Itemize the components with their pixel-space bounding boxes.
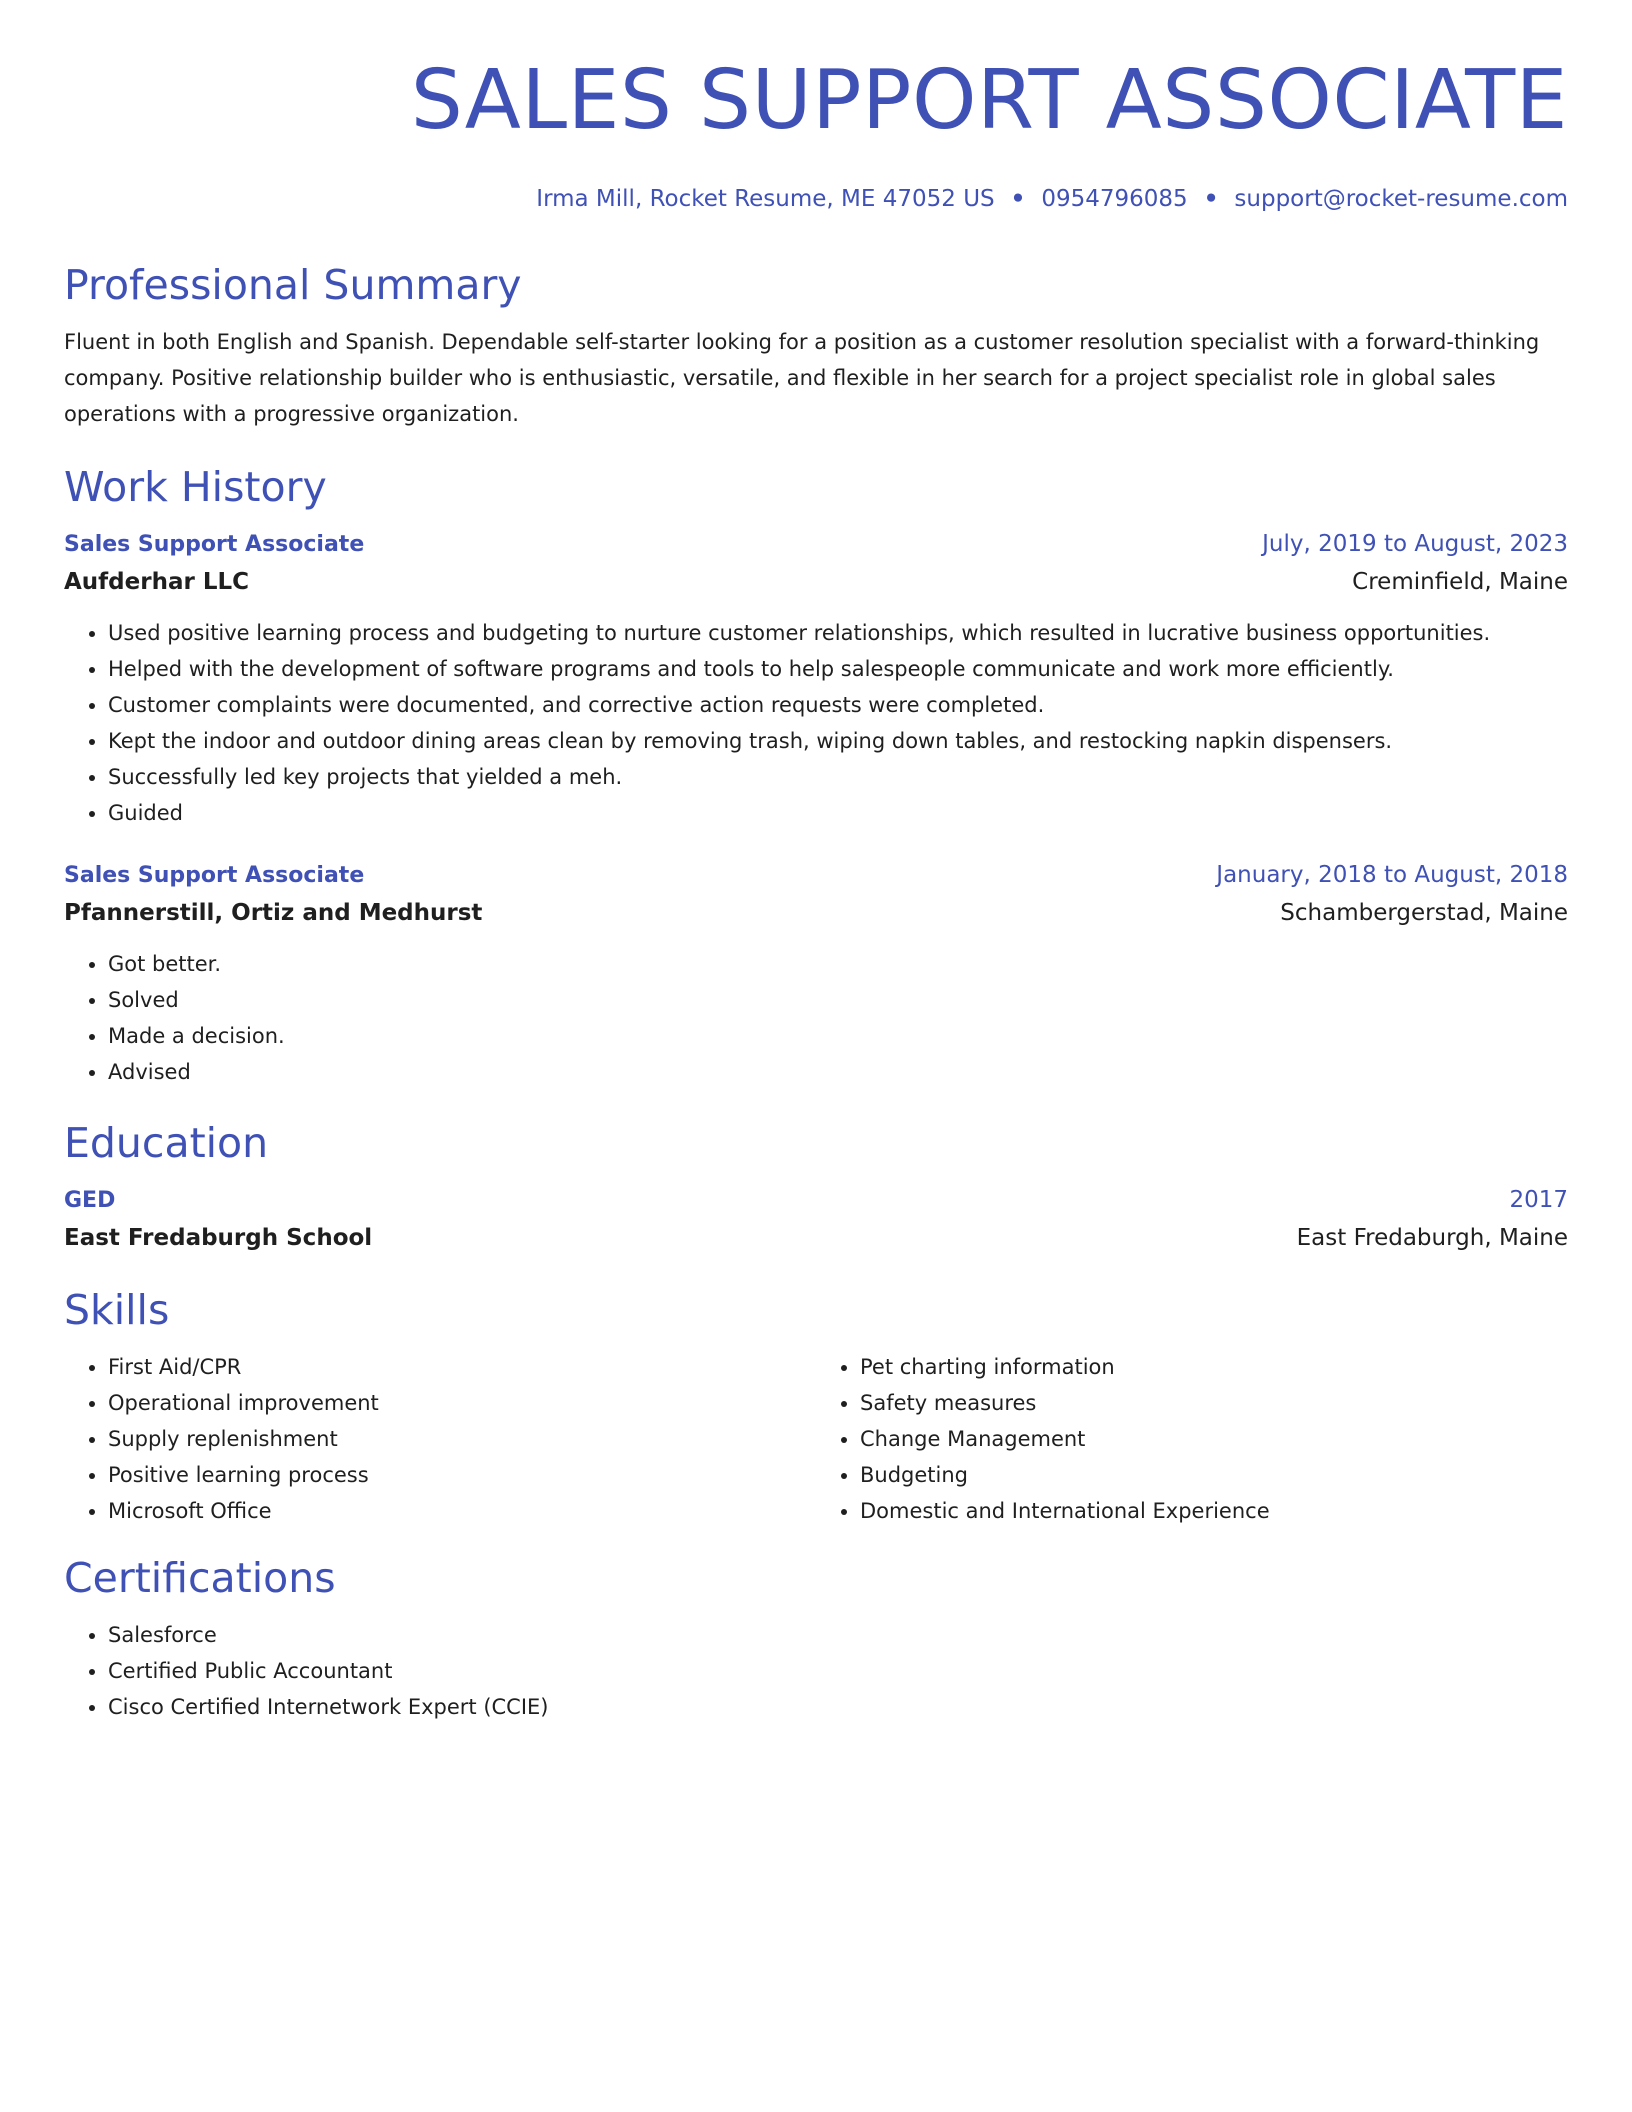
skill-item: • Positive learning process (108, 1457, 816, 1493)
contact-line (64, 184, 1568, 214)
skill-item: • Operational improvement (108, 1385, 816, 1421)
job-entry (64, 526, 1568, 831)
job-bullets (64, 615, 1568, 831)
job-title-row (64, 857, 1568, 894)
education-school-row (64, 1219, 1568, 1257)
education-degree-row (64, 1182, 1568, 1219)
job-bullet: • Customer complaints were documented, and corrective action requests were completed. (108, 687, 1568, 723)
education-location: East Fredaburgh, Maine (1296, 1225, 1568, 1251)
summary-text: Fluent in both English and Spanish. Dependable self-starter looking for a position as a customer resolution specialist with a forward-thinking company. Positive relationship builder who is enthusiastic, versatile, and flexible in her search for a project specialist role in global sales operations with a progressive organization. (64, 330, 1540, 426)
job-title-row (64, 526, 1568, 563)
certifications-heading: Certifications (64, 1554, 336, 1602)
job-bullets (64, 946, 1568, 1090)
job-dates: January, 2018 to August, 2018 (1216, 862, 1568, 888)
job-bullet: • Kept the indoor and outdoor dining areas clean by removing trash, wiping down tables, and restocking napkin dispensers. (108, 723, 1568, 759)
job-title: Sales Support Associate (64, 863, 365, 888)
job-company-row (64, 563, 1568, 601)
contact-email[interactable]: support@rocket-resume.com (1234, 186, 1568, 212)
education-school: East Fredaburgh School (64, 1225, 373, 1251)
resume-page (64, 0, 1568, 1725)
job-bullet: • Advised (108, 1054, 1568, 1090)
summary-heading: Professional Summary (64, 261, 522, 309)
job-company: Aufderhar LLC (64, 569, 250, 595)
education-year: 2017 (1509, 1187, 1568, 1213)
resume-title: SALES SUPPORT ASSOCIATE (410, 53, 1568, 148)
contact-separator: • (1010, 186, 1026, 212)
skill-item: • Safety measures (860, 1385, 1568, 1421)
certification-item: • Certified Public Accountant (108, 1653, 1568, 1689)
job-entry (64, 857, 1568, 1090)
skill-item: • Supply replenishment (108, 1421, 816, 1457)
job-bullet: • Successfully led key projects that yielded a meh. (108, 759, 1568, 795)
certifications-list (64, 1617, 1568, 1725)
job-location: Creminfield, Maine (1352, 569, 1568, 595)
job-dates: July, 2019 to August, 2023 (1262, 531, 1568, 557)
contact-phone: 0954796085 (1041, 186, 1188, 212)
skills-list-right (816, 1349, 1568, 1529)
education-degree: GED (64, 1188, 116, 1213)
skill-item: • Change Management (860, 1421, 1568, 1457)
education-heading: Education (64, 1119, 269, 1167)
skill-item: • Microsoft Office (108, 1493, 816, 1529)
skills-list-left (64, 1349, 816, 1529)
job-location: Schambergerstad, Maine (1280, 900, 1568, 926)
job-bullet: • Made a decision. (108, 1018, 1568, 1054)
skill-item: • Domestic and International Experience (860, 1493, 1568, 1529)
skill-item: • Budgeting (860, 1457, 1568, 1493)
contact-separator: • (1203, 186, 1219, 212)
job-company: Pfannerstill, Ortiz and Medhurst (64, 900, 483, 926)
skills-heading: Skills (64, 1286, 170, 1334)
job-title: Sales Support Associate (64, 532, 365, 557)
job-bullet: • Helped with the development of software programs and tools to help salespeople communicate and work more efficiently. (108, 651, 1568, 687)
skill-item: • First Aid/CPR (108, 1349, 816, 1385)
certification-item: • Cisco Certified Internetwork Expert (CCIE) (108, 1689, 1568, 1725)
certification-item: • Salesforce (108, 1617, 1568, 1653)
contact-address: Irma Mill, Rocket Resume, ME 47052 US (536, 186, 995, 212)
resume-header (64, 0, 1568, 214)
skill-item: • Pet charting information (860, 1349, 1568, 1385)
job-bullet: • Solved (108, 982, 1568, 1018)
job-bullet: • Guided (108, 795, 1568, 831)
skills-grid (64, 1349, 1568, 1529)
job-company-row (64, 894, 1568, 932)
job-bullet: • Used positive learning process and budgeting to nurture customer relationships, which resulted in lucrative business opportunities. (108, 615, 1568, 651)
job-bullet: • Got better. (108, 946, 1568, 982)
work-history-heading: Work History (64, 463, 327, 511)
education-entry (64, 1182, 1568, 1257)
